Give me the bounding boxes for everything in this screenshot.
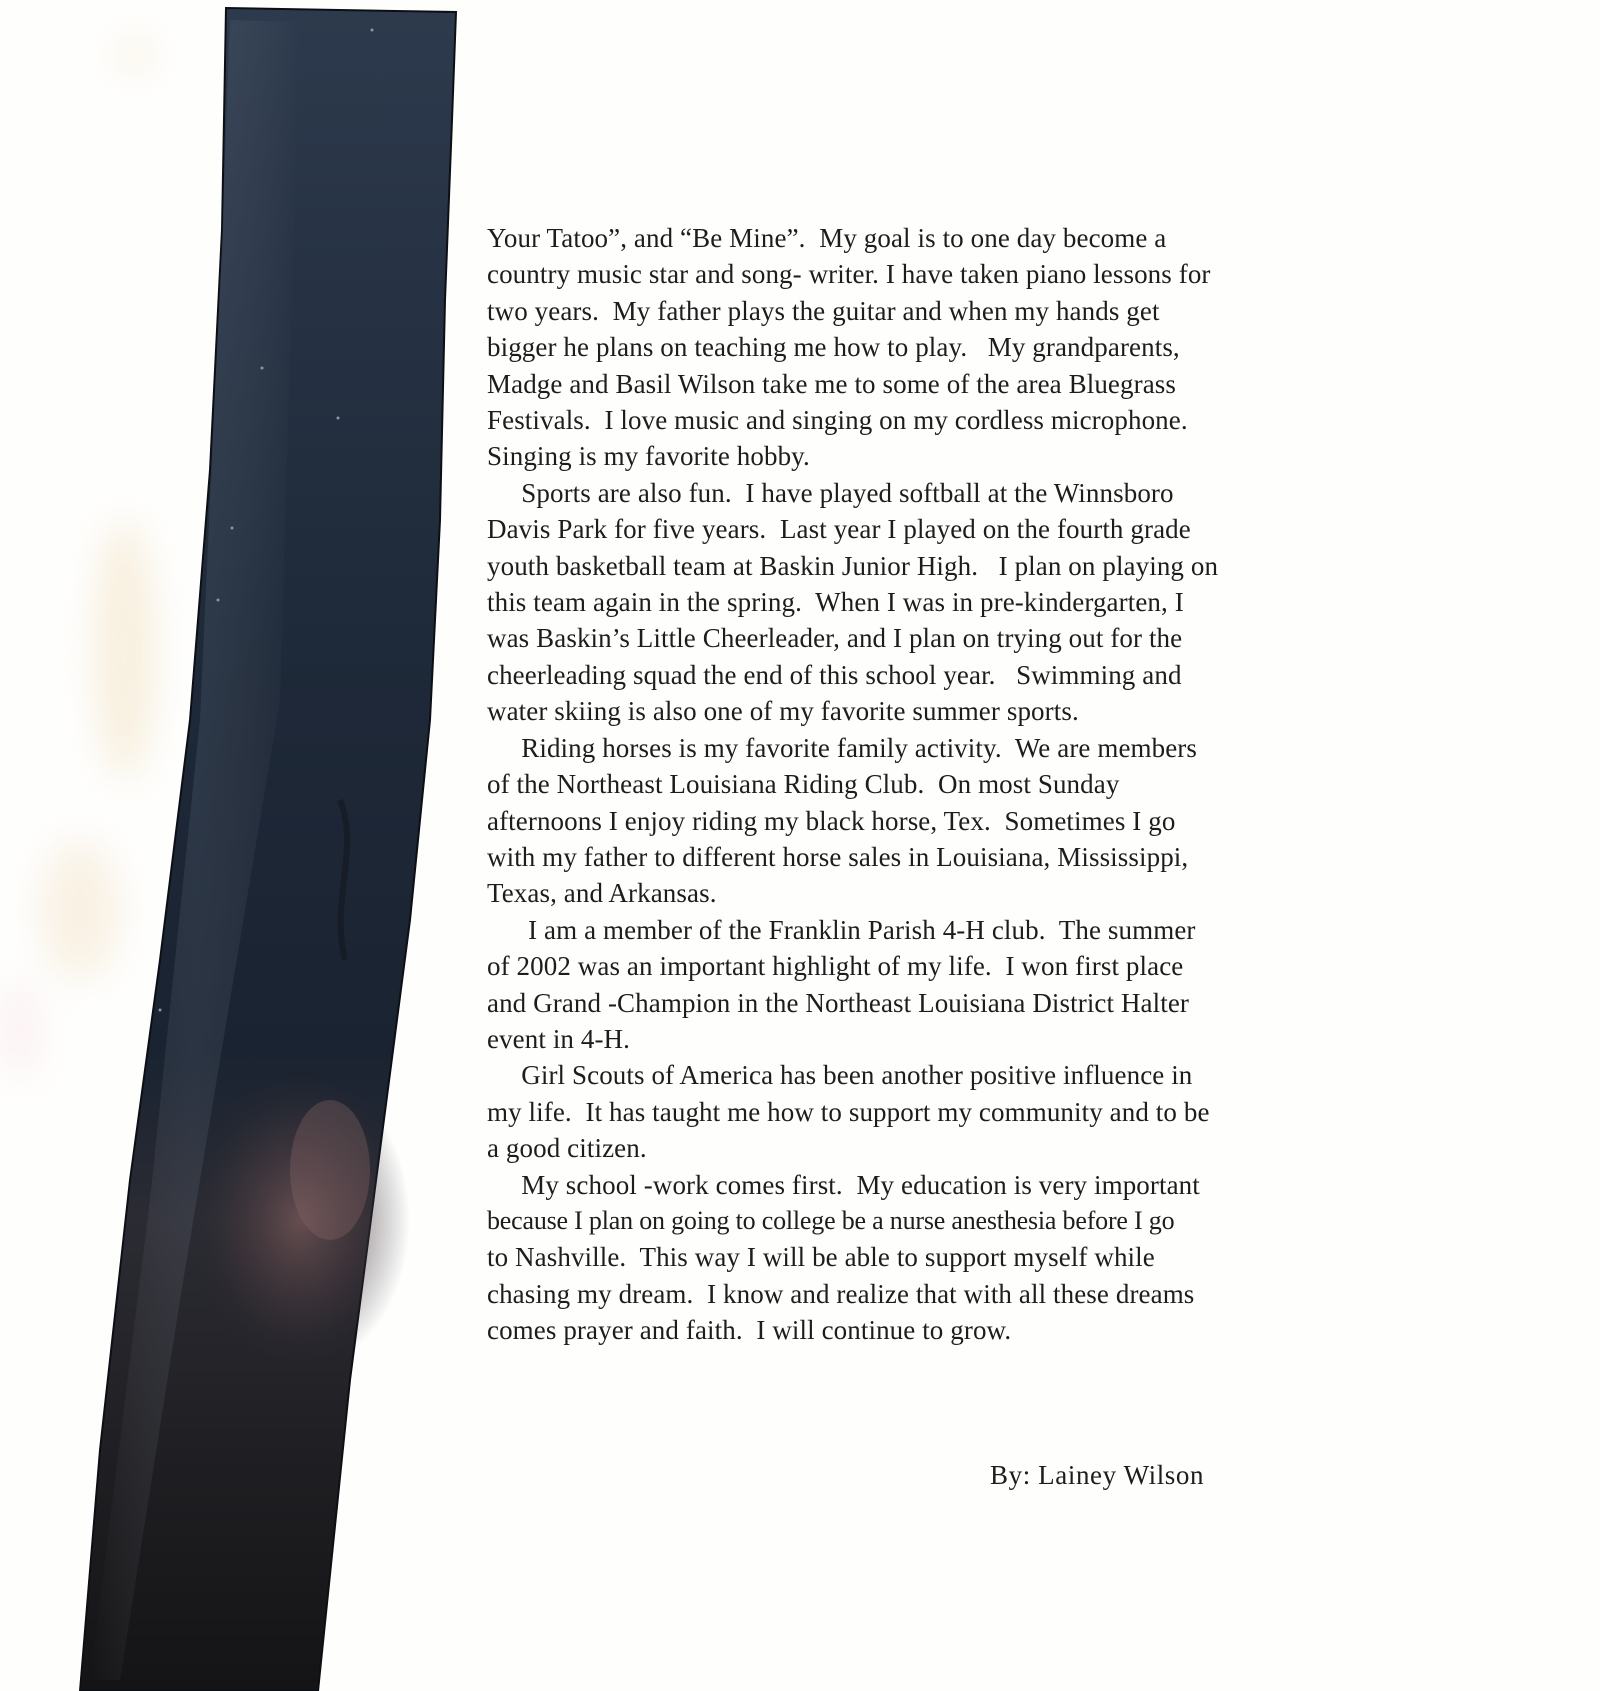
essay-line: Singing is my favorite hobby. bbox=[487, 441, 810, 472]
essay-line: comes prayer and faith. I will continue to grow. bbox=[487, 1315, 1012, 1346]
essay-line: Madge and Basil Wilson take me to some of the area Bluegrass bbox=[487, 368, 1176, 399]
essay-line: of the Northeast Louisiana Riding Club. On most Sunday bbox=[487, 769, 1120, 800]
essay-line: Texas, and Arkansas. bbox=[487, 878, 717, 909]
essay-line: my life. It has taught me how to support my community and to be bbox=[487, 1096, 1210, 1127]
essay-line: cheerleading squad the end of this school year. Swimming and bbox=[487, 659, 1182, 690]
essay-line: a good citizen. bbox=[487, 1133, 647, 1164]
essay-line: Girl Scouts of America has been another positive influence in bbox=[487, 1060, 1193, 1091]
essay-line: afternoons I enjoy riding my black horse, Tex. Sometimes I go bbox=[487, 805, 1176, 836]
essay-line: because I plan on going to college be a nurse anesthesia before I go bbox=[487, 1205, 1175, 1235]
essay-line: Festivals. I love music and singing on my cordless microphone. bbox=[487, 405, 1188, 436]
essay-line: Your Tatoo”, and “Be Mine”. My goal is to one day become a bbox=[487, 223, 1167, 253]
essay-line: water skiing is also one of my favorite summer sports. bbox=[487, 696, 1079, 727]
essay-line: chasing my dream. I know and realize that with all these dreams bbox=[487, 1278, 1195, 1309]
essay-line: with my father to different horse sales in Louisiana, Mississippi, bbox=[487, 841, 1189, 872]
essay-line: this team again in the spring. When I was in pre-kindergarten, I bbox=[487, 587, 1184, 618]
essay-line: Riding horses is my favorite family activity. We are members bbox=[487, 732, 1198, 763]
essay-line: Davis Park for five years. Last year I played on the fourth grade bbox=[487, 514, 1191, 545]
essay-line: two years. My father plays the guitar and when my hands get bbox=[487, 295, 1160, 326]
essay-body bbox=[487, 220, 1427, 1349]
essay-line: youth basketball team at Baskin Junior High. I plan on playing on bbox=[487, 550, 1219, 581]
essay-line: was Baskin’s Little Cheerleader, and I plan on trying out for the bbox=[487, 623, 1183, 654]
author-byline: By: Lainey Wilson bbox=[990, 1460, 1205, 1490]
essay-line: Sports are also fun. I have played softball at the Winnsboro bbox=[487, 477, 1174, 508]
essay-line: country music star and song- writer. I have taken piano lessons for bbox=[487, 259, 1211, 290]
essay-line: My school -work comes first. My education is very important bbox=[487, 1169, 1200, 1200]
essay-line: and Grand -Champion in the Northeast Louisiana District Halter bbox=[487, 987, 1190, 1018]
essay-line: bigger he plans on teaching me how to play. My grandparents, bbox=[487, 332, 1180, 363]
essay-line: to Nashville. This way I will be able to support myself while bbox=[487, 1242, 1155, 1273]
essay-line: I am a member of the Franklin Parish 4-H club. The summer bbox=[487, 914, 1196, 945]
essay-line: of 2002 was an important highlight of my life. I won first place bbox=[487, 951, 1184, 982]
essay-line: event in 4-H. bbox=[487, 1023, 631, 1054]
